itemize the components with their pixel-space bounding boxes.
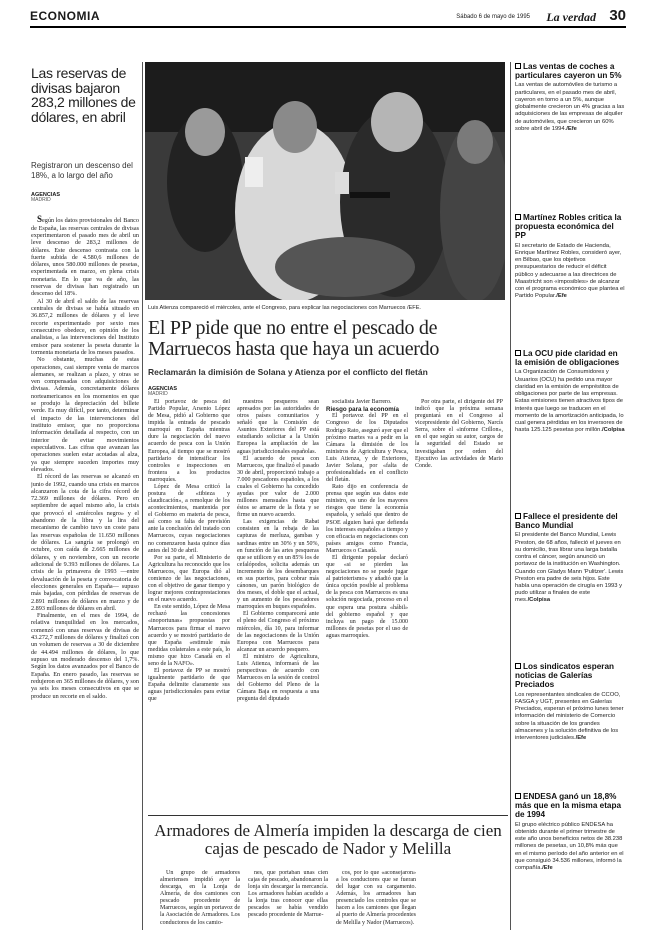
brief-body-text: El grupo eléctrico público ENDESA ha obtenido durante el primer trimestre de este año unos beneficios netos de 38.238 millones de pesetas, un 10,8% más que en el mismo período del año anterior en el que consiguió 34.536 millones, informó la compañía. (515, 821, 624, 871)
brief-world-bank (515, 512, 625, 605)
main-paragraph: El portavoz del PP en el Congreso de los Diputados Rodrigo Rato, aseguró ayer que el próximo martes va a pedir en la Cámara la dimisión de los ministros de Agricultura y Pesca, Luis Atienza, y de Exteriores, Javier Solana, por «falta de profesionalidad» en el conflicto del fletán. (326, 413, 408, 484)
second-paragraph: nes, que portaban unas cien cajas de pescado, abandonaron la lonja sin descargar la mercancía. Los armadores habían acudido a la lonja tras conocer que ellas pescados se había vendido pescado procedente de Marrue- (248, 870, 328, 919)
second-paragraph: Un grupo de armadores almerienses impidió ayer la descarga, en la Lonja de Almería, de dos camiones con pescado procedente de Marruecos, según un portavoz de la Asociación de Armadores. Los conductores de los camio- (160, 870, 240, 926)
main-paragraph: El dirigente popular declaró que «si se pierden las negociaciones no se puede jugar al patrioterismo» y añadió que la única opción posible al problema de la pesca con Marruecos es una solución negociada, proceso en el que espera una postura «hábil» del gobierno español y que incluya un pago de 15.000 millones de pesetas por el uso de aguas marroquíes. (326, 554, 408, 639)
checkbox-bullet-icon (515, 350, 521, 356)
second-column-3 (336, 870, 416, 930)
photo-caption: Luis Atienza compareció el miércoles, ante el Congreso, para explicar las negociaciones con Marruecos /EFE. (148, 305, 421, 311)
main-column-1 (148, 399, 230, 751)
lead-byline (31, 192, 60, 204)
checkbox-bullet-icon (515, 63, 521, 69)
brief-title-text: La OCU pide claridad en la emisión de obligaciones (515, 349, 620, 368)
brief-title-text: Las ventas de coches a particulares cayeron un 5% (515, 62, 622, 81)
story-divider (148, 815, 508, 816)
brief-title (515, 662, 625, 690)
brief-body-text: Las ventas de automóviles de turismo a particulares, en el pasado mes de abril, cayeron en torno a un 5%, aunque globalmente crecieron un 4% gracias a las adquisiciones de las empresas de alquiler de automóviles, que crecieron un 60% sobre abril de 1994. (515, 82, 625, 132)
main-place: MADRID (148, 391, 168, 398)
brief-body-text: El secretario de Estado de Hacienda, Enrique Martínez Robles, consideró ayer, en Bilbao, que los objetivos presupuestarios de reducir el déficit público y adecuarse a las directrices de Maastricht son «imposibles» de alcanzar con el programa económico que plantea el Partido Popular. (515, 242, 625, 300)
checkbox-bullet-icon (515, 214, 521, 220)
lead-headline: Las reservas de divisas bajaron 283,2 millones de dólares, en abril (31, 65, 136, 126)
main-paragraph: Rato dijo en conferencia de prensa que según sus datos este ministro, es uno de los mayores riesgos que tiene la economía española, y señaló que dentro de PSOE alguien hará que defienda los intereses españoles a tiempo y con eficacia en negociaciones con países amigos como Francia, Marruecos o Canadá. (326, 484, 408, 554)
main-agency: AGENCIAS (148, 386, 178, 392)
brief-body (515, 692, 625, 743)
brief-galerias (515, 662, 625, 742)
brief-source: /Efe (556, 293, 567, 300)
main-paragraph: Las exigencias de Rabat consisten en la rebaja de las capturas de merluza, gambas y sardinas entre un 30% y un 50%, en función de las artes pesqueras que se utilicen y en un 85% los de cefalópodos, solicita además un incremento de los desembarques en sus puertos, para cobrar más cánones, un parón biológico de dos meses, el doble que el actual, y un aumento de los pescadores marroquíes en buques españoles. (237, 519, 319, 611)
checkbox-bullet-icon (515, 513, 521, 519)
section-title: ECONOMIA (30, 8, 100, 23)
issue-date: Sábado 6 de mayo de 1995 (456, 13, 530, 20)
lead-paragraph: Al 30 de abril el saldo de las reservas centrales de divisas se había situado en 36.857,2 millones de dólares y el leve recorte experimentado por sexto mes consecutivo obedece, en opinión de los analistas, a las intervenciones del Instituto emisor para sostener la peseta durante la tormenta monetaria de los meses pasados. (31, 297, 139, 356)
main-paragraph: El portavoz de PP se mostró igualmente partidario de que España delimite claramente sus aguas jurisdiccionales para evitar que (148, 667, 230, 703)
second-column-1 (160, 870, 240, 930)
main-column-2 (237, 399, 319, 751)
brief-body-text: La Organización de Consumidores y Usuarios (OCU) ha pedido una mayor claridad en la emisión de empréstitos de obligaciones por parte de las empresas. Estas emisiones tienen atractivos tipos de interés que luego se traducen en el momento de la amortización anticipada, lo cual genera pérdidas en los inversores de hasta 125.125 pesetas por millón. (515, 369, 624, 434)
main-paragraph: nuestros pesqueros sean apresados por las autoridades de otros países comunitarios y señaló que la Comisión de Asuntos Exteriores del PP está estudiando solicitar a la Unión Europea la ampliación de las aguas jurisdiccionales españolas. (237, 399, 319, 455)
brief-title-text: ENDESA ganó un 18,8% más que en la misma etapa de 1994 (515, 792, 622, 820)
checkbox-bullet-icon (515, 663, 521, 669)
brief-body (515, 82, 625, 133)
lead-deck: Registraron un descenso del 18%, a lo largo del año (31, 161, 133, 180)
checkbox-bullet-icon (515, 793, 521, 799)
brief-title (515, 349, 625, 367)
section-subhead: Riesgo para la economía (326, 406, 399, 414)
main-paragraph: El ministro de Agricultura, Luis Atienza, informará de las perspectivas de acuerdo con Marruecos en la sesión de control del Gobierno del Pleno de la Cámara Baja en respuesta a una pregunta del diputado (237, 653, 319, 703)
brief-title (515, 213, 625, 241)
main-paragraph: López de Mesa criticó la postura de «tibieza y claudicación», a remolque de los acontecimientos, mantenida por el Gobierno en materia de pesca, así como su falta de previsión ante la conclusión del tratado con Marruecos, cuyas negociaciones no comenzaron hasta quince días antes del 30 de abril. (148, 483, 230, 554)
main-paragraph: Por otra parte, el dirigente del PP indicó que la próxima semana preguntará en el Congreso al vicepresidente del Gobierno, Narcís Serra, sobre el «informe Crillon», en el que según su autor, cargos de la seguridad del Estado se investigaban por orden del Ejecutivo las actividades de Mario Conde. (415, 399, 503, 469)
main-paragraph: En este sentido, López de Mesa rechazó las concesiones «inoportunas» propuestas por Marruecos para firmar el nuevo acuerdo y se mostró partidario de que España «estimule más medidas colaterales a este país, lo mismo que hizo Canadá en el seno de la NAFO». (148, 604, 230, 667)
lead-paragraph: Finalmente, en el mes de 1994, de relativa tranquilidad en los mercados, comenzó con unas reservas de divisas de 43.272,7 millones de dólares y finalizó con un volumen de reservas a 30 de diciembre de 44.494 millones de dólares, lo que supuso un moderado descenso del 1,7%. Según los datos avanzados por el Banco de España. En enero pasado, las reservas se redujeron en 365 millones de dólares, y son ya seis los meses consecutivos en que se produce un recorte en el saldo. (31, 612, 139, 700)
newspaper-name: La verdad (546, 9, 596, 24)
brief-title (515, 512, 625, 530)
lead-paragraph: No obstante, muchas de estas operaciones, casi siempre venta de marcos alemanes, se realizan a plazo, y otras se ven compensadas con adquisiciones de divisas. Además, concretamente dólares norteamericanos en los momentos en que se produjo la depreciación del billete verde. Es muy difícil, por tanto, determinar el impacto de las intervenciones del instituto emisor, que no proporciona información detallada al respecto, con un interior de evitar movimientos especulativos. Las cifras que avanzan las operaciones suelen estar acotadas al alza, ya que siempre suceden importes muy elevados. (31, 356, 139, 473)
brief-source: /Efe (575, 734, 587, 741)
brief-body-text: El presidente del Banco Mundial, Lewis Preston, de 68 años, falleció el jueves en su domicilio, tras librar una larga batalla contra el cáncer, según anunció un portavoz de la institución en Washington. Cuando con Gladys Mann 'Pulitzer'. Lewis Preston era padre de seis hijos. Este había una operación de cirugía en 1993 y pudo utilizar a finales de este mes. (515, 532, 624, 604)
brief-body (515, 243, 625, 301)
brief-endesa (515, 792, 625, 872)
lead-first-text: egún los datos provisionales del Banco de España, las reservas centrales de divisas experimentaron el pasado mes de abril un leve descenso de 283,2 millones de dólares. Este descenso contrasta con la fuerte subida de 4.580,6 millones de dólares, unos 580.000 millones de pesetas, experimentada en marzo, en plena crisis monetaria. En lo que va de año, las reservas de divisas han registrado un descenso del 18%. (31, 217, 139, 298)
second-column-2 (248, 870, 328, 930)
main-byline (148, 386, 177, 398)
masthead (30, 6, 626, 28)
second-paragraph: cos, por lo que «aconsejaron» a los conductores que se fueran del lugar con su cargamento. Además, los armadores han presenciado los controles que se hacen a los camiones que llegan al puerto de Almería procedentes de Melilla y Nador (Marruecos). (336, 870, 416, 926)
brief-body (515, 369, 625, 434)
dropcap: S (37, 214, 43, 224)
main-paragraph: El portavoz de pesca del Partido Popular, Arsenio López de Mesa, pidió al Gobierno que impida la entrada de pescado marroquí en España mientras dure la negociación del nuevo acuerdo de pesca con la Unión Europea, al tiempo que se mostró partidario de intensificar los controles e inspecciones en frontera a los productos marroquíes. (148, 399, 230, 483)
brief-body-text: Los representantes sindicales de CCOO, FASGA y UGT, presentes en Galerías Preciados, esperan el próximo lunes tener información del ministerio de Comercio sobre la situación de los grandes almacenes y la solución definitiva de los interventores judiciales. (515, 691, 624, 741)
main-paragraph: socialista Javier Barrero. (332, 399, 392, 405)
brief-martinez-robles (515, 213, 625, 300)
news-photo (145, 62, 505, 300)
brief-title-text: Martínez Robles critica la propuesta económica del PP (515, 213, 622, 241)
brief-ocu (515, 349, 625, 434)
main-headline: El PP pide que no entre el pescado de Marruecos hasta que haya un acuerdo (148, 317, 440, 361)
main-paragraph: Por su parte, el Ministerio de Agricultura ha reconocido que los Marruecos, que Europa dió al comienzo de las negociaciones, con el objetivo de ganar tiempo y lograr mejores contraprestaciones en el nuevo acuerdo. (148, 554, 230, 604)
column-divider (142, 62, 143, 930)
brief-source: /Efe (566, 125, 577, 132)
second-column-4 (424, 870, 504, 930)
brief-source: /Colpisa (527, 597, 551, 604)
lead-paragraph (31, 214, 139, 298)
photo-crowd-scene (145, 62, 505, 300)
main-column-3 (326, 399, 408, 751)
brief-title (515, 792, 625, 820)
brief-body (515, 532, 625, 604)
brief-title-text: Fallece el presidente del Banco Mundial (515, 512, 618, 531)
main-paragraph: El acuerdo de pesca con Marruecos, que finalizó el pasado 30 de abril, proporcionó trabajo a 7.000 pescadores españoles, a los cuales el Gobierno ha concedido ayudas por valor de 2.000 millones mensuales hasta que éstos se amarre de la flota y se firme un nuevo acuerdo. (237, 455, 319, 519)
second-headline: Armadores de Almería impiden la descarga de cien cajas de pescado de Nador y Melilla (154, 821, 502, 859)
main-paragraph: El Gobierno comparecerá ante el pleno del Congreso el próximo miércoles, día 10, para informar de las negociaciones de la Unión Europea con Marruecos para alcanzar un acuerdo pesquero. (237, 611, 319, 653)
brief-car-sales (515, 62, 625, 133)
column-divider (510, 62, 511, 930)
brief-title-text: Los sindicatos esperan noticias de Galerías Preciados (515, 662, 615, 690)
lead-place: MADRID (31, 197, 51, 204)
lead-body (31, 214, 139, 890)
main-deck: Reclamarán la dimisión de Solana y Atienza por el conflicto del fletán (148, 367, 428, 377)
brief-source: /Colpisa (602, 427, 625, 434)
lead-paragraph: El récord de las reservas se alcanzó en junio de 1992, cuando una crisis en marcos alcanzaron la cota de la cifra récord de 72.369 millones de dólares. Pero en septiembre de aquel mismo año, la crisis que provocó el «miércoles negro» y el abandono de la libra y la lira del mecanismo de cambio tuvo un coste para las reservas españolas de 11.650 millones de dólares. La sangría se prolongó en octubre, con caída de 2.665 millones de dólares, y en noviembre, con un recorte adicional de 9.393 millones de dólares. La crisis de la primavera de 1993 —entre devaluación de la peseta y convocatoria de elecciones generales en España— supuso más bajadas, con pérdidas de reservas de 2.891 millones de dólares en marzo y de 2.893 millones de dólares en abril. (31, 473, 139, 612)
page-number: 30 (609, 7, 626, 25)
main-column-4 (415, 399, 503, 751)
lead-agency: AGENCIAS (31, 192, 61, 198)
brief-title (515, 62, 625, 80)
brief-body (515, 822, 625, 873)
brief-source: /Efe (542, 864, 553, 871)
